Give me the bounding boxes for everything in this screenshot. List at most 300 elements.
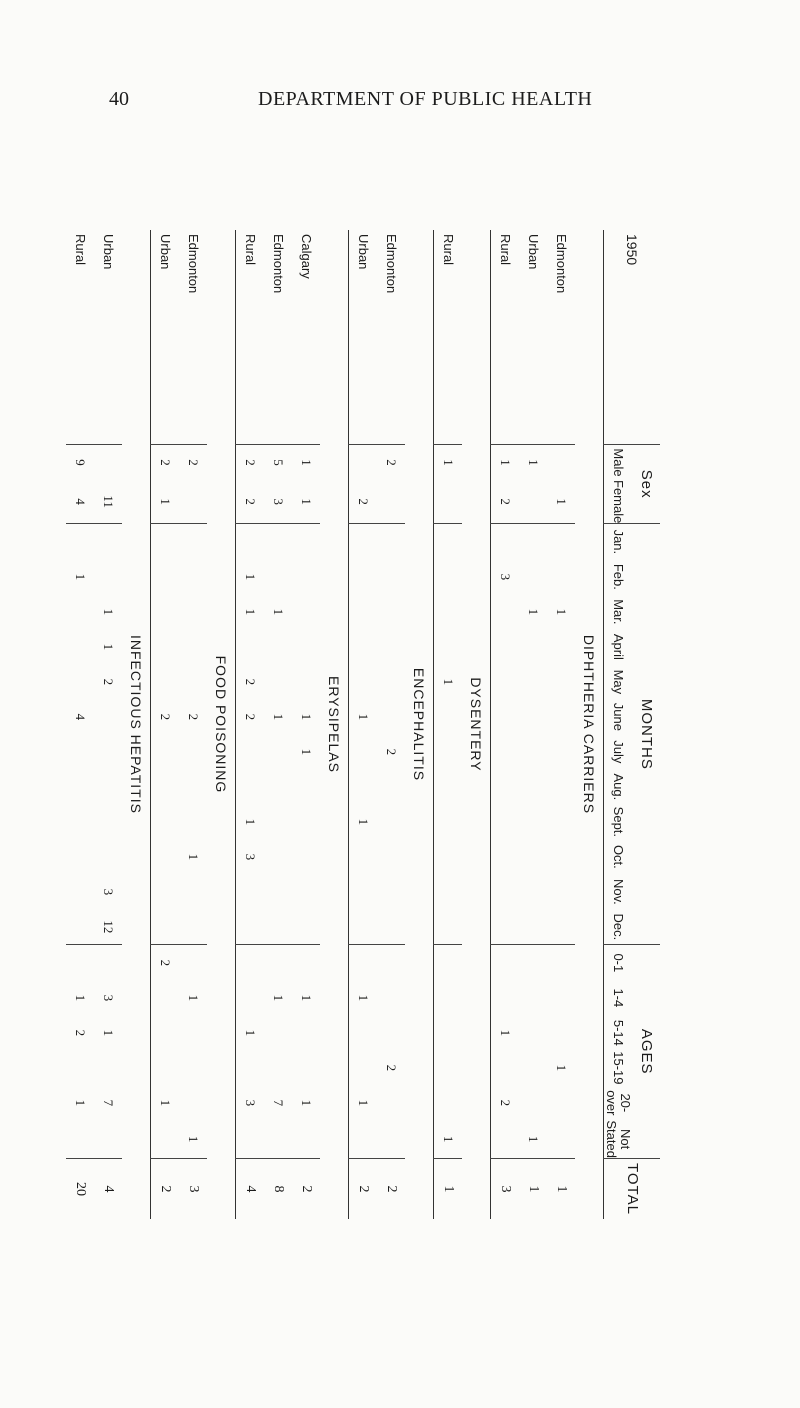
age-count	[292, 1015, 320, 1050]
section-title: ERYSIPELAS	[320, 230, 349, 1219]
female-count	[519, 480, 547, 524]
month-count	[519, 769, 547, 804]
row-label: Urban	[100, 234, 116, 270]
age-count: 2	[497, 1099, 513, 1107]
age-count	[434, 1085, 463, 1120]
row-label: Rural	[440, 234, 456, 266]
month-count	[377, 594, 405, 629]
month-count	[519, 629, 547, 664]
age-count	[434, 1015, 463, 1050]
month-count	[377, 769, 405, 804]
month-count	[377, 804, 405, 839]
months-group-header: MONTHS	[632, 524, 660, 945]
section-title: DYSENTERY	[462, 230, 491, 1219]
month-count	[547, 734, 575, 769]
month-count	[491, 699, 520, 734]
month-count	[434, 804, 463, 839]
month-count	[292, 559, 320, 594]
section-row	[405, 230, 434, 1219]
month-column-header: Aug.	[610, 773, 626, 801]
month-column-header: May	[610, 669, 626, 695]
female-count: 1	[553, 498, 569, 505]
male-count: 2	[179, 445, 207, 481]
month-count: 1	[270, 608, 286, 616]
month-count	[491, 804, 520, 839]
month-count	[66, 909, 94, 945]
total-count: 4	[94, 1158, 122, 1219]
month-count	[151, 734, 180, 769]
month-count	[236, 524, 265, 560]
sex-column-header: Male	[604, 445, 633, 481]
total-count: 3	[491, 1158, 520, 1219]
month-count	[434, 559, 463, 594]
month-column-header: April	[610, 633, 626, 660]
month-count	[519, 839, 547, 874]
month-count	[66, 804, 94, 839]
female-count: 2	[242, 498, 258, 505]
male-count: 1	[519, 445, 547, 481]
female-count: 2	[355, 498, 371, 505]
month-count	[519, 909, 547, 945]
section-row	[122, 230, 151, 1219]
male-count	[94, 445, 122, 481]
month-count	[547, 909, 575, 945]
month-count	[292, 524, 320, 560]
sex-column-header: Female	[610, 480, 626, 524]
age-count	[349, 1015, 378, 1050]
month-count	[292, 769, 320, 804]
row-label: Edmonton	[270, 234, 286, 294]
month-count	[264, 874, 292, 909]
table-row	[491, 230, 520, 1219]
age-column-header: 1-4	[610, 988, 626, 1008]
total-count: 3	[179, 1158, 207, 1219]
month-count	[94, 699, 122, 734]
age-count	[547, 980, 575, 1015]
month-count	[66, 629, 94, 664]
month-count	[292, 664, 320, 699]
table-stage	[72, 230, 660, 1250]
month-count: 1	[242, 818, 258, 826]
month-count	[151, 804, 180, 839]
month-count	[66, 839, 94, 874]
month-count: 1	[100, 643, 116, 651]
age-count	[519, 1050, 547, 1085]
age-count	[66, 1050, 94, 1085]
section-title: INFECTIOUS HEPATITIS	[122, 230, 151, 1219]
month-count	[377, 909, 405, 945]
month-count	[519, 524, 547, 560]
age-count	[491, 945, 520, 981]
month-count	[292, 839, 320, 874]
month-column-header: July	[610, 740, 626, 764]
month-count	[547, 769, 575, 804]
month-count: 1	[355, 713, 371, 721]
month-count: 1	[72, 573, 88, 581]
male-count	[349, 445, 378, 481]
age-count: 1	[553, 1064, 569, 1072]
month-count	[377, 874, 405, 909]
male-count	[547, 445, 575, 481]
age-count	[547, 1120, 575, 1158]
month-count	[349, 874, 378, 909]
month-count	[236, 874, 265, 909]
age-count: 7	[270, 1099, 286, 1107]
male-count: 1	[491, 445, 520, 481]
month-count	[264, 909, 292, 945]
age-count	[264, 945, 292, 981]
total-count: 20	[66, 1158, 94, 1219]
ages-group-header: AGES	[632, 945, 660, 1159]
month-column-header: Feb.	[610, 563, 626, 590]
month-count	[236, 629, 265, 664]
month-count	[491, 909, 520, 945]
month-count	[151, 664, 180, 699]
month-count	[66, 769, 94, 804]
page-number: 40	[109, 88, 129, 110]
age-column-header: Not Stated	[604, 1120, 633, 1158]
age-count: 1	[185, 1135, 201, 1143]
age-count: 1	[242, 1029, 258, 1037]
month-count	[547, 559, 575, 594]
age-count	[151, 980, 180, 1015]
table-row	[236, 230, 265, 1219]
age-count	[236, 1120, 265, 1158]
month-count	[94, 804, 122, 839]
age-column-header: 5-14	[610, 1019, 626, 1046]
section-title: FOOD POISONING	[207, 230, 236, 1219]
row-label: Edmonton	[185, 234, 201, 294]
age-count	[66, 1120, 94, 1158]
month-count	[151, 874, 180, 909]
table-row	[349, 230, 378, 1219]
month-column-header: June	[610, 702, 626, 731]
age-count: 1	[298, 994, 314, 1002]
age-count: 1	[72, 1099, 88, 1107]
age-count: 1	[355, 1099, 371, 1107]
table-body	[66, 230, 604, 1219]
month-count	[179, 804, 207, 839]
age-count: 1	[72, 994, 88, 1002]
month-count	[547, 699, 575, 734]
row-label: Rural	[72, 234, 88, 266]
month-count	[264, 559, 292, 594]
age-count	[264, 1015, 292, 1050]
month-count: 1	[242, 608, 258, 616]
month-count	[377, 664, 405, 699]
age-count	[434, 980, 463, 1015]
month-count	[434, 734, 463, 769]
month-count: 3	[497, 573, 513, 581]
month-count	[94, 769, 122, 804]
month-count	[434, 839, 463, 874]
month-count	[434, 629, 463, 664]
female-count: 3	[270, 498, 286, 505]
age-count	[519, 1015, 547, 1050]
total-count: 2	[349, 1158, 378, 1219]
month-count: 1	[440, 678, 456, 686]
section-row	[320, 230, 349, 1219]
age-count: 1	[270, 994, 286, 1002]
total-header: TOTAL	[604, 1158, 661, 1219]
table-row	[151, 230, 180, 1219]
month-count	[377, 629, 405, 664]
male-count: 2	[151, 445, 180, 481]
age-count	[547, 945, 575, 981]
month-count	[264, 734, 292, 769]
month-count	[349, 524, 378, 560]
total-count: 1	[519, 1158, 547, 1219]
age-count	[236, 945, 265, 981]
male-count: 5	[264, 445, 292, 481]
table-row	[434, 230, 463, 1219]
age-count	[236, 1050, 265, 1085]
row-label: Rural	[497, 234, 513, 266]
statistics-table	[66, 230, 660, 1219]
month-count	[236, 769, 265, 804]
age-count	[292, 945, 320, 981]
month-count	[179, 734, 207, 769]
total-count: 8	[264, 1158, 292, 1219]
month-count	[66, 734, 94, 769]
month-count	[179, 594, 207, 629]
month-count	[349, 734, 378, 769]
age-count: 2	[383, 1064, 399, 1072]
month-count	[179, 664, 207, 699]
age-count	[349, 945, 378, 981]
month-count	[264, 769, 292, 804]
month-count	[151, 909, 180, 945]
month-count	[236, 734, 265, 769]
month-count	[519, 804, 547, 839]
month-count	[491, 874, 520, 909]
month-count: 1	[100, 608, 116, 616]
month-count	[94, 559, 122, 594]
female-count	[434, 480, 463, 524]
age-count	[349, 1120, 378, 1158]
month-count	[264, 629, 292, 664]
age-count	[292, 1120, 320, 1158]
age-count: 1	[298, 1099, 314, 1107]
month-count: 2	[157, 713, 173, 721]
month-count	[491, 734, 520, 769]
month-count	[434, 769, 463, 804]
month-count: 12	[100, 920, 116, 934]
age-count	[179, 1085, 207, 1120]
month-count	[94, 524, 122, 560]
month-column-header: Jan.	[604, 524, 633, 560]
table-row	[94, 230, 122, 1219]
age-count	[547, 1015, 575, 1050]
male-count: 2	[377, 445, 405, 481]
male-count: 1	[292, 445, 320, 481]
age-count: 1	[185, 994, 201, 1002]
age-count	[179, 1015, 207, 1050]
section-title: ENCEPHALITIS	[405, 230, 434, 1219]
month-count	[519, 874, 547, 909]
total-count: 2	[292, 1158, 320, 1219]
age-count	[264, 1050, 292, 1085]
month-count	[491, 629, 520, 664]
month-count: 1	[242, 573, 258, 581]
month-column-header: Dec.	[610, 913, 626, 941]
month-count	[292, 804, 320, 839]
month-count: 3	[100, 888, 116, 896]
table-row	[519, 230, 547, 1219]
age-count	[292, 1050, 320, 1085]
month-count	[377, 699, 405, 734]
month-count	[264, 804, 292, 839]
age-count	[94, 1120, 122, 1158]
month-count: 2	[383, 748, 399, 756]
age-count	[491, 1120, 520, 1158]
month-count	[264, 664, 292, 699]
month-count	[179, 629, 207, 664]
age-count: 3	[242, 1099, 258, 1107]
month-count	[519, 734, 547, 769]
row-label: Calgary	[298, 234, 314, 279]
month-count	[66, 664, 94, 699]
month-count	[491, 769, 520, 804]
age-count	[377, 1015, 405, 1050]
month-count	[491, 524, 520, 560]
age-count	[434, 945, 463, 981]
age-count: 1	[355, 994, 371, 1002]
month-count	[349, 594, 378, 629]
month-count	[236, 909, 265, 945]
age-count	[491, 980, 520, 1015]
month-count	[264, 524, 292, 560]
age-count: 1	[157, 1099, 173, 1107]
total-count: 2	[377, 1158, 405, 1219]
age-count	[519, 980, 547, 1015]
page-title: DEPARTMENT OF PUBLIC HEALTH	[258, 88, 593, 110]
female-count: 2	[497, 498, 513, 505]
table-row	[264, 230, 292, 1219]
month-count	[66, 594, 94, 629]
month-count	[547, 664, 575, 699]
month-count	[434, 699, 463, 734]
male-count: 9	[66, 445, 94, 481]
female-count	[179, 480, 207, 524]
month-column-header: Mar.	[610, 599, 626, 625]
month-count: 2	[185, 713, 201, 721]
month-count	[151, 629, 180, 664]
age-count: 2	[151, 945, 180, 981]
month-column-header: Nov.	[610, 878, 626, 905]
table-row	[377, 230, 405, 1219]
section-row	[207, 230, 236, 1219]
age-count	[66, 945, 94, 981]
male-count: 1	[434, 445, 463, 481]
age-count	[264, 1120, 292, 1158]
age-count	[236, 980, 265, 1015]
month-column-header: Sept.	[610, 806, 626, 838]
month-count	[179, 874, 207, 909]
age-count: 7	[100, 1099, 116, 1107]
month-count	[179, 524, 207, 560]
age-count	[434, 1050, 463, 1085]
age-count	[491, 1050, 520, 1085]
month-count	[349, 909, 378, 945]
month-count: 1	[355, 818, 371, 826]
age-count	[519, 1085, 547, 1120]
age-count	[349, 1050, 378, 1085]
month-count	[434, 524, 463, 560]
total-count: 1	[547, 1158, 575, 1219]
month-count	[491, 594, 520, 629]
month-count	[434, 909, 463, 945]
age-column-header: 0-1	[604, 945, 633, 981]
age-column-header: 20-over	[604, 1090, 633, 1116]
month-count	[349, 839, 378, 874]
month-count	[151, 559, 180, 594]
row-label: Edmonton	[383, 234, 399, 294]
female-count: 1	[298, 498, 314, 505]
month-count: 2	[100, 678, 116, 686]
month-count	[377, 559, 405, 594]
age-count	[179, 945, 207, 981]
month-count	[349, 664, 378, 699]
month-count	[179, 909, 207, 945]
table-row	[179, 230, 207, 1219]
age-count	[179, 1050, 207, 1085]
age-count: 2	[72, 1029, 88, 1037]
age-count	[151, 1120, 180, 1158]
month-count	[547, 839, 575, 874]
female-count	[377, 480, 405, 524]
age-column-header: 15-19	[610, 1051, 626, 1085]
male-count: 2	[236, 445, 265, 481]
month-count	[349, 769, 378, 804]
age-count	[377, 1085, 405, 1120]
age-count	[377, 945, 405, 981]
month-count	[66, 524, 94, 560]
month-count	[547, 874, 575, 909]
month-count	[349, 629, 378, 664]
month-count: 1	[298, 748, 314, 756]
age-count	[519, 945, 547, 981]
month-count	[519, 559, 547, 594]
month-count	[151, 839, 180, 874]
table-row	[66, 230, 94, 1219]
month-count	[491, 839, 520, 874]
month-count	[377, 524, 405, 560]
age-count	[94, 945, 122, 981]
year-header: 1950	[624, 234, 641, 266]
month-count	[151, 524, 180, 560]
age-count	[377, 1120, 405, 1158]
month-count	[179, 559, 207, 594]
month-count	[377, 839, 405, 874]
age-count	[547, 1085, 575, 1120]
month-count	[434, 874, 463, 909]
month-count	[179, 769, 207, 804]
month-count	[349, 559, 378, 594]
month-count: 3	[242, 853, 258, 861]
female-count: 1	[157, 498, 173, 505]
month-count	[519, 699, 547, 734]
age-count	[94, 1050, 122, 1085]
age-count: 1	[440, 1135, 456, 1143]
month-count: 1	[553, 608, 569, 616]
month-column-header: Oct.	[610, 844, 626, 869]
age-count: 1	[497, 1029, 513, 1037]
month-count: 4	[72, 713, 88, 721]
row-label: Urban	[525, 234, 541, 270]
age-count: 1	[100, 1029, 116, 1037]
month-count	[264, 839, 292, 874]
